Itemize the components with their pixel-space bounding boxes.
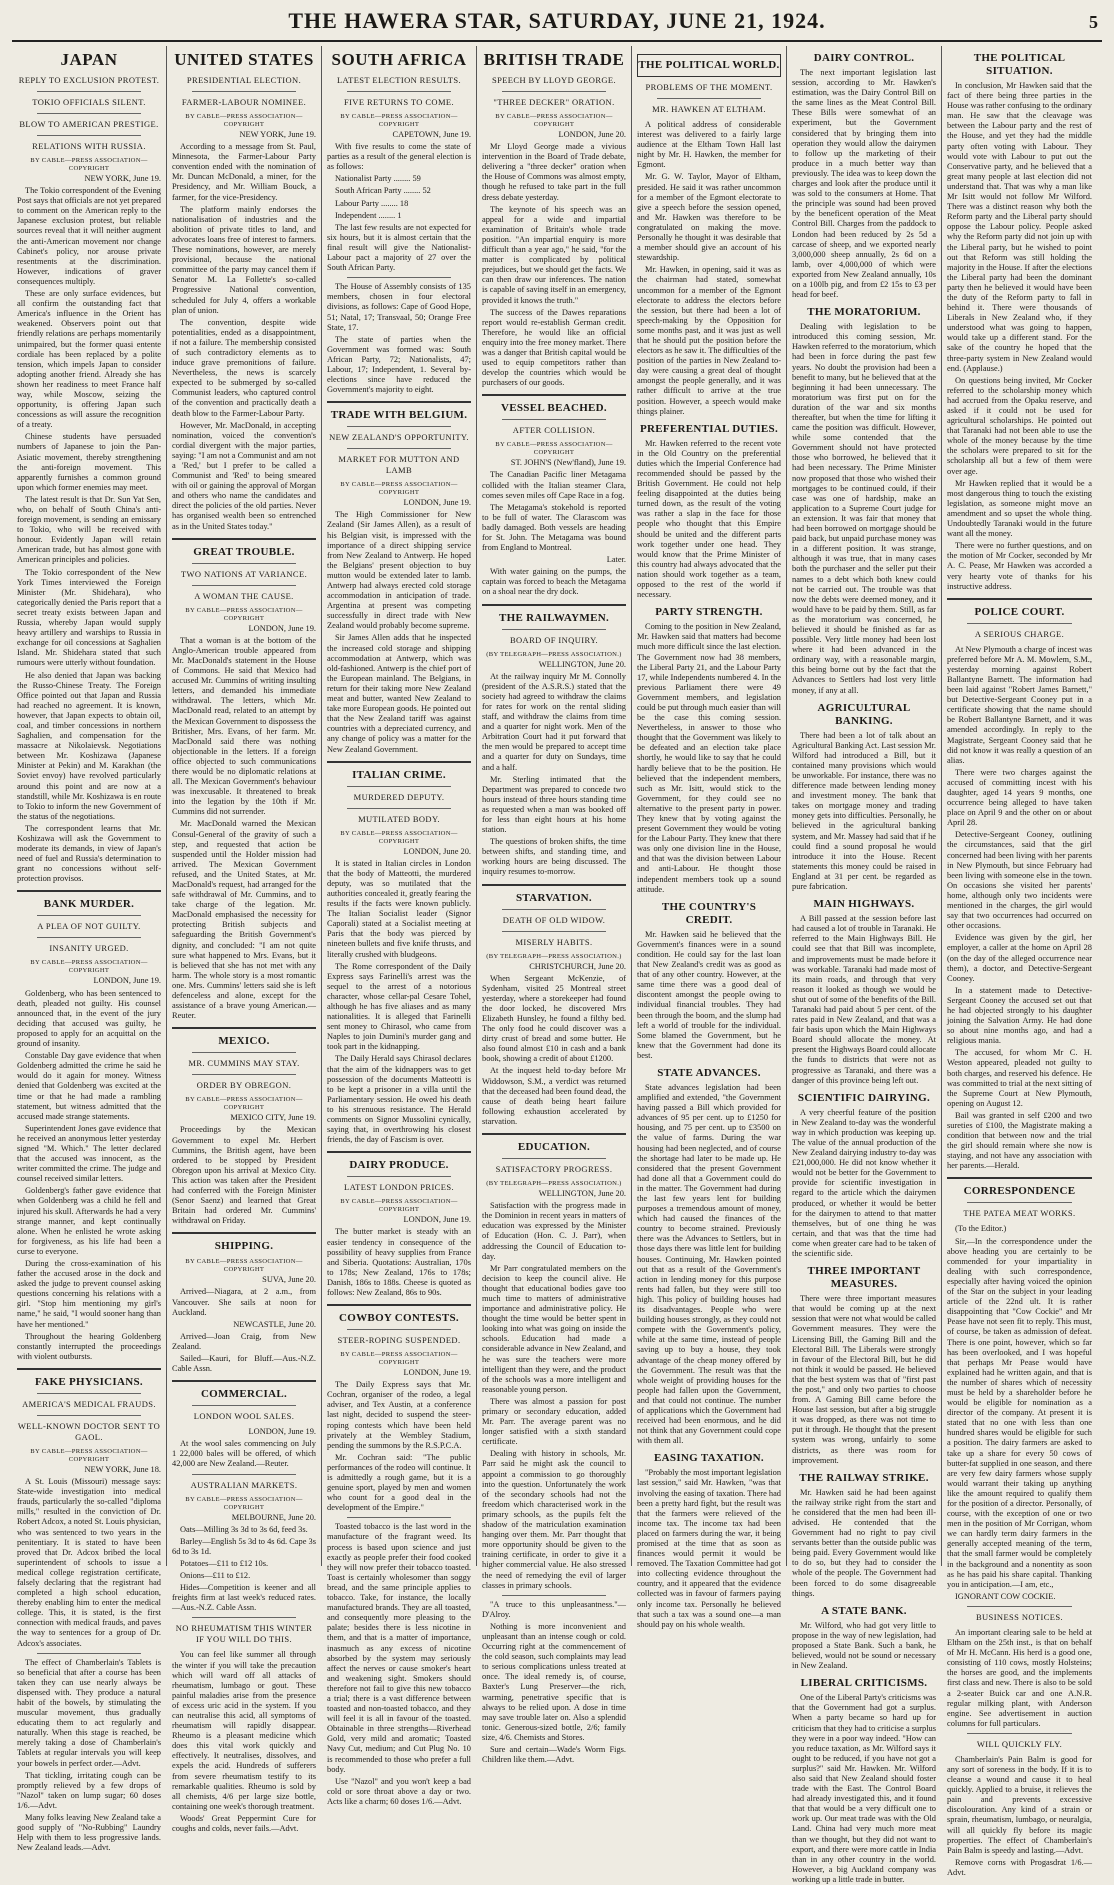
subheading: A SERIOUS CHARGE. [974, 628, 1065, 639]
section-heading: THE RAILWAY STRIKE. [799, 1471, 929, 1484]
subheading: NEW ZEALAND'S OPPORTUNITY. [329, 432, 469, 443]
divider [347, 277, 451, 278]
paragraph: The Daily Herald says Chirasol declares that the aim of the kidnappers was to get possession of the documents Matteotti is to be kept a prisoner in a villa until the Parliamentary session. He owed his death to his strenuous resistance. The Herald comments on Signor Mussolini cynically, saying that, in overthrowing his closest friends, the day of Fascism is over. [327, 1054, 471, 1145]
paragraph: The next important legislation last session, according to Mr. Hawken's estimation, was the Dairy Control Bill on the same lines as the Meat Control Bill. These Bills were somewhat of an experiment, but the Government considered that by bringing them into operation they would allow the dairymen to follow up the marketing of their produce in a much better way than previously. The idea was to keep down the charges and look after the produce until it was sold to the consumers at Home. That the principle was sound had been proved by the beneficent operation of the Meat Control Bill. Charges from the paddock to London had been reduced by 2s 5d a carcase of sheep, and we exported nearly 3,000,000 sheep annually, 2s 6d on a lamb, over 4,000,000 of which were exported from New Zealand annually, 10s on a 100lb pig, and from £2 15s to £3 per head for beef. [792, 68, 936, 300]
paragraph: Independent ........ 1 [335, 210, 402, 220]
divider [347, 91, 451, 92]
section-heading: ITALIAN CRIME. [352, 768, 446, 781]
section-heading: SHIPPING. [214, 1240, 274, 1253]
divider [37, 1393, 141, 1394]
paragraph: Mr. Hawken said he believed that the Government's finances were in a sound condition. He could say for the last loan that New Zealand's credit was as good as that of any other country. However, at the same time there was a good deal of discontent amongst the people owing to individual financial troubles. They had been through the boom, and the slump had left a world of trouble for the individual. Some blamed the Government, but he knew that the Government had done its best. [637, 929, 781, 1060]
paragraph: The latest result is that Dr. Sun Yat Sen, who, on behalf of South China's anti-foreign movement, is sending an emissary to Tokio, who will be received with honour. Evidently Japan will retain American trade, but has almost gone with American principles and policies. [17, 494, 161, 565]
paragraph: One of the Liberal Party's criticisms was that the Government had got a surplus. When a party became so hard up for criticism that they had to criticise a surplus they were in a poor way indeed. "How can you reduce taxation, as Mr. Wilford says it ought to be reduced, if you have not got a surplus?" said Mr. Hawken. Mr. Wilford also said that New Zealand should foster trade with the East. The Control Board had already investigated this, and it found that that would be a very difficult one to work up. Our meat trade was with the Old Land. China had very much more meat than we thought, but they did not want to export, and there were more cattle in India than in any other country in the world. However, a big Auckland company was working up a little trade in butter. [792, 1693, 936, 1884]
divider [192, 1052, 296, 1053]
subheading: MURDERED DEPUTY. [353, 791, 445, 802]
paragraph: However, Mr. MacDonald, in accepting nomination, voiced the convention's cordial divergent with the major parties, saying: "I am not a Communist and am not a 'Red,' but I prefer to be called a Communist and 'Red' to being smeared with oil or gaining the approval of Morgan and others who name the candidates and direct the policies of the old parties. Never has organised wealth been so entrenched as in the United States today." [172, 420, 316, 531]
divider [37, 915, 141, 916]
paragraph: That tickling, irritating cough can be promptly relieved by a few drops of "Nazol" taken on lump sugar; 60 doses 1/6.—Advt. [17, 1770, 161, 1810]
subheading: "THREE DECKER" ORATION. [493, 97, 615, 107]
dateline: CHRISTCHURCH, June 20. [529, 961, 626, 971]
section-heading: TRADE WITH BELGIUM. [330, 409, 468, 422]
subheading: MUTILATED BODY. [358, 813, 440, 824]
paragraph: Mr. G. W. Taylor, Mayor of Eltham, presided. He said it was rather uncommon for a member of the Egmont electorate to give a speech before the session opened, and Mr. Hawken was therefore to be congratulated on making the move. Personally he thought it was desirable that a member should give an account of his stewardship. [637, 172, 781, 263]
divider [967, 1202, 1072, 1203]
paragraph: At the railway inquiry Mr M. Connolly (president of the A.S.R.S.) stated that the society had agreed to withdraw the claims for rates for work on the rental sliding staff, and withdraw the claims from time and a quarter for night work. Men of the Arbitration Court had it put forward that the men would be prepared to accept time and a quarter for duty on Sundays, time and a half. [482, 671, 626, 772]
dateline: LONDON, June 19. [248, 1427, 316, 1437]
paragraph: A political address of considerable interest was delivered to a fairly large audience at the Eltham Town Hall last night by Mr. H. Hawken, the member for Egmont. [637, 120, 781, 170]
paragraph: These are only surface evidences, but all confirm the outstanding fact that America's influence in the Orient has weakened. Observers point out that friendly relations are perhaps momentarily unimpaired, but the former quasi entente cordiale has been replaced by a polite tension, which impels Japan to consider adopting another friend. Already she has shown her readiness to meet France half way, while Moscow, seizing the opportunity, is offering Japan such concessions as will assure the recognition of a treaty. [17, 289, 161, 430]
paragraph: Arrived—Niagara, at 2 a.m., from Vancouver. She sails at noon for Auckland. [172, 1287, 316, 1317]
paragraph: The Tokio correspondent of the Evening Post says that officials are not yet prepared to comment on the American reply to the Japanese exclusion protest, but reliable sources reveal that it will neither augment the anti-American movement nor change Cabinet's policy, nor arouse private resentments at the discrimination. However, indications of graver consequences multiply. [17, 186, 161, 286]
paragraph: "A truce to this unpleasantness."—D'Alroy. [482, 1599, 626, 1619]
column-3 [322, 46, 477, 1806]
dateline: WELLINGTON, June 20. [538, 659, 626, 669]
paragraph: Dealing with legislation to be introduced this coming session, Mr. Hawken referred to the moratorium, which had been in force during the past few years. No doubt the provision had been a benefit to many, but he believed that at the beginning it had been unnecessary. The moratorium was first put on for the duration of the war and six months thereafter, but when the time for lifting it came the position was difficult. However, while some contended that the Government should not have protected those who borrowed, he believed that it had been necessary. The Prime Minister now proposed that those who wished their mortgages to be continued could, if their case was one of hardship, make an application to a Supreme Court judge for an extension. It was fair that money that had been borrowed on mortgage should be paid back, but unpaid purchase money was in a different position. It was strange, although it was true, that in many cases both the purchaser and the seller put their names to a debt which both knew could not be carried out. The trouble was that now the debts were deemed money, and it would have to be paid by them. Still, as far as the moratorium was concerned, he believed it should be finished as far as possible. Very little money had been lost where it had been advanced in the ordinary way, with a reasonable margin, this being borne out by the fact that the Advances to Settlers had lost very little money, if any at all. [792, 322, 936, 695]
subheading: A PLEA OF NOT GUILTY. [37, 921, 141, 932]
paragraph: Coming to the position in New Zealand, Mr. Hawken said that matters had become much more difficult since the last election. The Government now had 38 members, the Liberal Party 21, and the Labour Party 17, while Independents numbered 4. In the previous Parliament there were 49 Government members, and legislation could be put through much easier than will be the case this coming session. Nevertheless, in answer to those who thought that the Government was likely to be defeated and an election take place shortly, he would like to say that he could hardly believe that to be the position. He believed that the independent members, such as Mr. Isitt, would stick to the Government, for they could see no alternative to the present party in power. They knew that by voting against the present Government they would be voting for the Labour Party. They knew that there was only one division line in the House, and that was the division between Labour and anti-Labour. He thought those independent members took up a sound attitude. [637, 622, 781, 894]
paragraph: According to a message from St. Paul, Minnesota, the Farmer-Labour Party convention ended with the nomination of Mr. Duncan McDonald, a miner, for the Presidency, and Mr. William Bouck, a farmer, for the vice-Presidency. [172, 142, 316, 202]
paragraph: An important clearing sale to be held at Eltham on the 25th inst., is that on behalf of Mr H. McCann. His herd is a good one, consisting of 110 cows, mostly Holsteins; the horses are good, and the implements first class and new. There is also to be sold a 2-seater Buick car and one A.N.R. regular milking plant, with Anderson engine. See advertisement in auction columns for full particulars. [947, 1627, 1092, 1728]
article-separator [482, 604, 626, 606]
paragraph: The questions of broken shifts, the time between shifts, and standing time, and working hours are being discussed. The inquiry resumes to-morrow. [482, 837, 626, 877]
paragraph: At New Plymouth a charge of incest was preferred before Mr A. M. Mowlem, S.M., yesterday morning against Robert Ballantyne Barnett. The information had been laid against "Robert James Barnett," but Detective-Sergeant Cooney put in a certificate showing that the name should be Robert Ballantyne Barnett, and it was amended accordingly. In reply to the Magistrate, Sergeant Cooney said that he did not know it was really a question of an alias. [947, 644, 1092, 765]
paragraph: You can feel like summer all through the winter if you will take the precaution which will ward off all attacks of rheumatism, lumbago or gout. These painful maladies arise from the presence of excess uric acid in the system. If you can neutralise this acid, all symptoms of rheumatism will rapidly disappear. Rheumo is a pleasant medicine which does this vital work quickly and effectively. It neutralises, dissolves, and expels the acid. Hundreds of sufferers from severe rheumatism testify to its remarkable qualities. Rheumo is sold by all chemists, 4/6 per large size bottle, containing one week's thorough treatment. [172, 1650, 316, 1811]
divider [502, 629, 606, 630]
paragraph: It is stated in Italian circles in London that the body of Matteotti, the murdered deputy, was so mutilated that the authorities concealed it, greatly fearing the results if the facts were known publicly. The Italian Socialist leader (Signor Caporali) stated at a Socialist meeting at Paris that the body was pierced by nineteen bullets and five knife thrusts, and literally crushed with bludgeons. [327, 858, 471, 959]
divider [657, 98, 761, 99]
subheading: BOARD OF INQUIRY. [509, 634, 599, 645]
dateline: MEXICO CITY, June 19. [230, 1113, 316, 1123]
paragraph: A very cheerful feature of the position in New Zealand to-day was the wonderful way in which production was keeping up. The value of the annual production of the New Zealand dairying industry to-day was £21,000,000. He did not know whether it would not be better for the Government to provide for scientific investigation in regard to the article which the dairymen produced, or whether it would be better for the dairymen to attend to that matter themselves, but of one thing he was certain, and that was that the time had come when greater care had to be taken of the scientific side. [792, 1107, 936, 1259]
subheading: A WOMAN THE CAUSE. [194, 590, 294, 601]
paragraph: There were no further questions, and on the motion of Mr Cocker, seconded by Mr A. C. Pease, Mr Hawken was accorded a very hearty vote of thanks for his instructive address. [947, 541, 1092, 591]
paragraph: On questions being invited, Mr Cocker referred to the scholarship money which had accrued from the Opaku reserve, and asked if it could not be used for agricultural scholarships. He pointed out that Taranaki had not been able to use the whole of the money because by the time the scholars were prepared to sit for the scholarship all but a few of them were over age. [947, 375, 1092, 476]
subheading: THE PATEA MEAT WORKS. [963, 1208, 1076, 1219]
masthead [12, 8, 1102, 42]
paragraph: There was almost a passion for post primary or secondary education, added Mr. Parr. The average parent was no longer satisfied with a sixth standard certificate. [482, 1396, 626, 1447]
paragraph: Nationalist Party ........ 59 [335, 174, 421, 184]
paragraph: When Sergeant McKenzie, of Sydenham, visited 25 Montreal street yesterday, where a storekeeper had found the door locked, he discovered Mrs Elizabeth Hunsley, he found a filthy bed. The only food he could discover was a dirty crust of bread and some butter. He also found almost £10 in cash and a bank book, showing a credit of about £1200. [482, 973, 626, 1064]
section-heading: POLICE COURT. [974, 605, 1065, 618]
section-heading: PREFERENTIAL DUTIES. [639, 422, 779, 435]
cable-source: BY CABLE—PRESS ASSOCIATION—COPYRIGHT [495, 113, 613, 128]
subheading: TWO NATIONS AT VARIANCE. [180, 568, 308, 579]
paragraph: Onions—£11 to £12. [180, 1571, 251, 1581]
section-heading: MEXICO. [218, 1035, 270, 1048]
paragraph: Sailed—Kauri, for Bluff.—Aus.-N.Z. Cable Assn. [172, 1354, 316, 1374]
cable-source: BY CABLE—PRESS ASSOCIATION—COPYRIGHT [185, 1258, 303, 1274]
divider [502, 1595, 606, 1596]
divider [347, 1176, 451, 1177]
subheading: WELL-KNOWN DOCTOR SENT TO GAOL. [17, 1420, 161, 1442]
headline: JAPAN [60, 50, 118, 69]
paragraph: The Tokio correspondent of the New York Times interviewed the Foreign Minister (Mr. Shidehara), who categorically denied the Paris report that a secret treaty exists between Japan and Russia, whereby Japan would supply heavy artillery and warships to Russia in exchange for oil concessions at Saghalien Island. Mr. Shidehara stated that such rumours were utterly without foundation. [17, 567, 161, 668]
paragraph: Potatoes—£11 to £12 10s. [180, 1558, 269, 1568]
paragraph: (To the Editor.) [955, 1224, 1007, 1234]
divider [37, 135, 141, 136]
paragraph: Woods' Great Peppermint Cure for coughs and colds, never fails.—Advt. [172, 1813, 316, 1833]
subheading: SATISFACTORY PROGRESS. [495, 1164, 613, 1175]
subheading: MARKET FOR MUTTON AND LAMB [338, 454, 460, 476]
section-heading: SCIENTIFIC DAIRYING. [797, 1091, 931, 1104]
cable-source: BY CABLE—PRESS ASSOCIATION—COPYRIGHT [495, 441, 613, 457]
paragraph: That a woman is at the bottom of the Anglo-American trouble appeared from Mr. MacDonald's statement in the House of Commons. He said that Mexico had accused Mr. Cummins of writing insulting letters, and demanded his immediate withdrawal. The letters, which Mr. MacDonald read, related to an attempt by the Mexican Government to dispossess the Britisher, Mrs. Evans, of her farm. Mr. MacDonald said there was nothing objectionable in the letters. If a foreign office objected to such communications there would be no diplomatic relations at all. The Mexican Government's behaviour was inexcusable. It threatened to break into the legation by the 10th if Mr. Cummins did not surrender. [172, 635, 316, 817]
subheading: AUSTRALIAN MARKETS. [190, 1479, 298, 1490]
section-heading: STATE ADVANCES. [657, 1066, 761, 1079]
subheading: ORDER BY OBREGON. [196, 1080, 292, 1091]
subheading: MR. HAWKEN AT ELTHAM. [652, 104, 766, 114]
paragraph: The House of Assembly consists of 135 members, chosen in four electoral divisions, as follows: Cape of Good Hope, 51; Natal, 17; Transvaal, 50; Orange Free State, 17. [327, 282, 471, 332]
section-heading: VESSEL BEACHED. [501, 402, 607, 415]
paragraph: Mr. Sterling intimated that the Department was prepared to concede two hours instead of three hours standing time as requested when a man was booked off for less than eight hours at his home station. [482, 774, 626, 835]
paragraph: Chinese students have persuaded numbers of Japanese to join the Pan-Asiatic movement, thereby strengthening the anti-foreign movement. This apparently furnishes a common ground upon which former enemies may meet. [17, 432, 161, 492]
paragraph: The correspondent learns that Mr. Koshizawa will ask the Government to moderate its demands, in view of Japan's need of fuel and Russia's determination to grant no concessions without self-protection provisos. [17, 823, 161, 884]
paragraph: The High Commissioner for New Zealand (Sir James Allen), as a result of his Belgian visit, is impressed with the importance of a direct shipping service from New Zealand to Antwerp. He hoped the Belgians' present objection to buy mutton would be extended later to lamb. Antwerp had always erected cold storage accommodation in anticipation of trade. Argentina at present was competing successfully in direct trade with New Zealand would probably become supreme. [327, 510, 471, 631]
article-separator [947, 598, 1092, 600]
cable-source: (BY TELEGRAPH—PRESS ASSOCIATION.) [486, 1180, 622, 1188]
subheading: LATEST LONDON PRICES. [343, 1182, 454, 1193]
section-heading: MAIN HIGHWAYS. [813, 898, 915, 911]
paragraph: Hides—Competition is keener and all freights firm at last week's reduced rates.—Aus.-N.Z. Cable Assn. [172, 1583, 316, 1613]
subheading: DEATH OF OLD WIDOW. [502, 914, 606, 925]
divider [37, 113, 141, 114]
dateline: LONDON, June 20. [558, 130, 626, 139]
paragraph: Oats—Milling 3s 3d to 3s 6d, feed 3s. [180, 1524, 308, 1534]
divider [502, 419, 606, 420]
paragraph: IGNORANT COW COCKIE. [955, 1591, 1056, 1601]
column-5 [632, 46, 787, 1629]
article-separator [482, 1133, 626, 1135]
paragraph: In conclusion, Mr Hawken said that the fact of there being three parties in the House was rather confusing to the ordinary man. He saw that the cleavage was between the Labour party and the rest of the House, and yet they had the middle party often voting with Labour. They would vote with Labour to put out the Conservative party, and he believed that a great many people at last election did not understand that. That was why a man like Mr Isitt would not follow Mr Wilford. There was a distinct reason why both the Reform party and the Liberal party should oppose the Labour policy. People asked why the Reform party did not join up with the Liberal party, but he wished to point out that Reform was still holding the majority in the House. If after the elections the Liberal party had been the dominant party then he believed it would have been the duty of the Reform party to fall in behind it. There were thousands of Liberals in New Zealand who, if they understood what was going to happen, would take up a different stand. For the sake of the country he hoped that the three-party system in New Zealand would end. (Applause.) [947, 81, 1092, 373]
section-heading: COWBOY CONTESTS. [339, 1312, 459, 1325]
paragraph: The last few results are not expected for six hours, but it is almost certain that the final result will give the Nationalist-Labour pact a majority of 27 over the South African Party. [327, 222, 471, 273]
divider [502, 1158, 606, 1159]
paper-title: THE HAWERA STAR, SATURDAY, JUNE 21, 1924. [288, 8, 826, 33]
column-6 [787, 46, 942, 1884]
dateline: ST. JOHN'S (New'fland), June 19. [510, 458, 626, 468]
section-heading: STARVATION. [516, 891, 592, 904]
section-heading: DAIRY CONTROL. [813, 52, 915, 64]
article-separator [327, 1304, 471, 1306]
cable-source: (BY TELEGRAPH—PRESS ASSOCIATION.) [486, 952, 622, 960]
section-heading: CORRESPONDENCE [963, 1185, 1076, 1198]
dateline: NEW YORK, June 18. [84, 1464, 161, 1474]
subheading: AFTER COLLISION. [512, 425, 596, 436]
paragraph: Toasted tobacco is the last word in the manufacture of the fragrant weed. Its process is based upon science and just exactly as people prefer their food cooked they will now prefer their tobacco toasted. Toast is certainly wholesomer than soggy bread, and the same principle applies to tobacco. Take, for instance, the locally manufactured brands. They are all toasted, and consequently more pleasing to the palate; besides there is less nicotine in them, and that is a matter of importance, inasmuch as any excess of nicotine absorbed by the system may seriously affect the nerves or cause smoker's heart and weakening sight. Smokers should therefore not fail to give this new tobacco a trial; there is a vast difference between toasted and non-toasted tobacco, and they will feel it is all in favour of the toasted. Obtainable in three strengths—Riverhead Gold, very mild and aromatic; Toasted Navy Cut, medium; and Cut Plug No. 10 is recommended to those who prefer a full body. [327, 1522, 471, 1774]
paragraph: Chamberlain's Pain Balm is good for any sort of soreness in the body. If it is to cleanse a wound and cause it to heal quickly. Applied to a bruise, it relieves the pain and prevents excessive discolouration. Any kind of a strain or sprain, rheumatism, lumbago, or neuralgia, will all quickly fly before its magic properties. The effect of Chamberlain's Pain Balm is speedy and lasting.—Advt. [947, 1754, 1092, 1855]
article-separator [947, 1177, 1092, 1179]
paragraph: At the inquest held to-day before Mr Widdowson, S.M., a verdict was returned that the deceased had been found dead, the cause of death being heart failure following exhaustion accelerated by starvation. [482, 1066, 626, 1126]
divider [192, 91, 296, 92]
article-separator [172, 1380, 316, 1382]
article-separator [172, 1232, 316, 1234]
subheading: LATEST ELECTION RESULTS. [336, 75, 462, 85]
paragraph: Sure and certain—Wade's Worm Figs. Children like them.—Advt. [482, 1745, 626, 1765]
cable-source: BY CABLE—PRESS ASSOCIATION—COPYRIGHT [30, 157, 148, 172]
section-heading: FAKE PHYSICIANS. [35, 1375, 143, 1388]
section-heading: BANK MURDER. [43, 898, 135, 911]
paragraph: Goldenberg, who has been sentenced to death, pleaded not guilty. His counsel announced that, in the event of the jury deciding that accused was guilty, he proposed to apply for an acquittal on the ground of insanity. [17, 988, 161, 1049]
subheading: RELATIONS WITH RUSSIA. [32, 141, 146, 151]
paragraph: Mr Hawken replied that it would be a most dangerous thing to touch the existing legislation, as someone might move an amendment and so upset the whole thing. Undoubtedly Taranaki would in the future want all the money. [947, 478, 1092, 539]
paragraph: Dealing with history in schools, Mr. Parr said he might ask the council to appoint a commission to go thoroughly into the question. Unfortunately the work of the secondary schools had not the freedom which characterised work in the primary schools, as the pupils felt the shadow of the matriculation examination hanging over them. Mr. Parr thought that more opportunity should be given to the training certificate, in order to give it a higher commercial value. He also stressed the need of remedying the evil of larger classes in primary schools. [482, 1449, 626, 1590]
divider [347, 1517, 451, 1518]
dateline: WELLINGTON, June 20. [538, 1189, 626, 1199]
subheading: BLOW TO AMERICAN PRESTIGE. [19, 119, 159, 129]
divider [347, 426, 451, 427]
dateline: LONDON, June 19. [403, 1215, 471, 1225]
divider [502, 91, 606, 92]
paragraph: Mr. Wilford, who had got very little to propose in the way of new legislation, had proposed a State Bank. Such a bank, he believed, would not be sound or necessary in New Zealand. [792, 1620, 936, 1671]
subheading: AMERICA'S MEDICAL FRAUDS. [22, 1398, 156, 1409]
paragraph: The Canadian Pacific liner Metagama collided with the Italian steamer Clara, comes seven miles off Cape Race in a fog. [482, 470, 626, 500]
subheading: STEER-ROPING SUSPENDED. [337, 1335, 461, 1346]
headline: SOUTH AFRICA [331, 50, 467, 69]
paragraph: Nothing is more inconvenient and unpleasant than an intense cough or cold. Occurring right at the commencement of the cold season, such complaints may lead to serious complications unless treated at once. The ideal remedy is, of course, Baxter's Lung Preserver—the rich, warming, penetrative specific that is always to be relied upon. A dose in time may save trouble later on. Also a splendid tonic. Generous-sized bottle, 2/6; family size, 4/6. Chemists and Stores. [482, 1621, 626, 1742]
paragraph: Mr. Hawken, in opening, said it was as the chairman had stated, somewhat uncommon for a member of the Egmont electorate to address the electors before the session, but there had been a lot of speech-making by the Opposition for some months past, and it was just as well that he should put the position before the electors as he saw it. The difficulties of the position of the parties in New Zealand to-day were causing a great deal of thought amongst the people generally, and it was rather difficult to arrive at the true position. However, a speech would make things plainer. [637, 265, 781, 416]
paragraph: Evidence was given by the girl, her employer, a caller at the home on April 28 (on the day of the alleged occurrence near them), a doctor, and Detective-Sergeant Cooney. [947, 933, 1092, 983]
dateline: Later. [606, 555, 626, 565]
paragraph: Remove corns with Progasdrat 1/6.—Advt. [947, 1857, 1092, 1877]
section-heading: THE RAILWAYMEN. [498, 611, 610, 624]
subheading: FIVE RETURNS TO COME. [343, 97, 455, 107]
page-number: 5 [1089, 12, 1098, 32]
divider [967, 1733, 1072, 1734]
column-2 [167, 46, 322, 1833]
section-heading: PARTY STRENGTH. [655, 606, 763, 619]
cable-source: BY CABLE—PRESS ASSOCIATION—COPYRIGHT [340, 1351, 458, 1367]
paragraph: He also denied that Japan was backing the Russo-Chinese Treaty. The Foreign Office pointed out that Japan and Russia had reached no agreement. It is known, however, that Japan expects to obtain oil, coal, and timber concessions in northern Saghalien, and compensation for the massacre at Nikolaievsk. Negotiations between Mr. Koshizawa (Japanese Minister at Pekin) and M. Karakhan (the Soviet envoy) have revolved particularly around this point and are now at a standstill, while Mr. Koshizawa is en route to Tokio to inform the new Government of the status of the negotiations. [17, 670, 161, 821]
paragraph: The platform mainly endorses the nationalisation of industries and the abolition of private titles to land, and advocates loans free of interest to farmers. These nominations, however, are merely provisional, because the national committee of the party may cancel them if Senator M. La Follette's so-called Progressive National convention, scheduled for July 4, offers a workable plan of union. [172, 204, 316, 315]
paragraph: The keynote of his speech was an appeal for a wide and impartial examination of Britain's whole trade position. "An impartial enquiry is more difficult than a year ago," he said, "for the matter is complicated by political prejudices, but we should get the facts. We can then draw our inferences. The nation is capable of saving itself in an emergency, provided it knows the truth." [482, 204, 626, 305]
paragraph: Throughout the hearing Goldenberg constantly interrupted the proceedings with violent outbursts. [17, 1331, 161, 1361]
subheading: PROBLEMS OF THE MOMENT. [645, 82, 773, 92]
paragraph: Proceedings by the Mexican Government to expel Mr. Herbert Cummins, the British agent, have been ordered to be stopped by President Obregon upon his arrival at Mexico City. This action was taken after the President had conferred with the Foreign Minister (Senor Saenz) and learned that Great Britain had ordered Mr. Cummins' withdrawal on Friday. [172, 1125, 316, 1226]
paragraph: Detective-Sergeant Cooney, outlining the circumstances, said that the girl concerned had been living with her parents in New Plymouth, but since February had been living with someone else in the town. On occasions she visited her parents' home, although only two incidents were mentioned in the charges, the girl would say that two occurrences had occurred on other occasions. [947, 830, 1092, 931]
cable-source: BY CABLE—PRESS ASSOCIATION—COPYRIGHT [340, 829, 458, 845]
headline: BRITISH TRADE [483, 50, 625, 69]
paragraph: The Rome correspondent of the Daily Express says Farinelli's arrest was the sequel to the arrest of a notorious character, whose cellar-pal Cesare Tohel, although he has five aliases and as many nationalities. It is alleged that Farinelli sent money to Chirasol, who came from Naples to join Dumini's murder gang and took part in the kidnapping. [327, 961, 471, 1052]
cable-source: BY CABLE—PRESS ASSOCIATION—COPYRIGHT [30, 1447, 148, 1463]
dateline: LONDON, June 20. [403, 846, 471, 856]
article-separator [172, 538, 316, 540]
paragraph: At the wool sales commencing on July 1 22,000 bales will be offered, of which 42,000 are New Zealand.—Reuter. [172, 1439, 316, 1469]
paragraph: There had been a lot of talk about an Agricultural Banking Act. Last session Mr. Wilford had introduced a Bill, but it contained many provisions which would be unworkable. For instance, there was no difference made between lending money and investment money. The bank that takes on mortgage money and trading money gets into difficulties. Personally, he believed in the agricultural banking system, and Mr. Massey had said that if he could find a sound proposal he would introduce it into the House. Recent statements this money could be raised in England at 31 per cent. be regarded as pure fabrication. [792, 730, 936, 892]
divider [967, 623, 1072, 624]
divider [502, 909, 606, 910]
section-heading: THE POLITICAL SITUATION. [973, 52, 1066, 77]
paragraph: Mr. Hawken said he had been against the railway strike right from the start and he considered that the men had been ill-advised. He contended that the Government had no right to pay civil servants better than the outside public was being paid. Every Government would like to do so, but they had to consider the whole of the people. The Government had been forced to do some disagreeable things. [792, 1487, 936, 1598]
paragraph: The Daily Express says that Mr. Cochran, organiser of the rodeo, a legal adviser, and Tex Austin, at a conference last night, decided to suspend the steer-roping contests which have been held privately at the Wembley Stadium, pending the summons by the R.S.P.C.A. [327, 1380, 471, 1450]
cable-source: BY CABLE—PRESS ASSOCIATION—COPYRIGHT [340, 113, 458, 128]
column-4 [477, 46, 632, 1765]
paragraph: Goldenberg's father gave evidence that when Goldenberg was a child he fell and injured his skull. Afterwards he had a very strange manner, and kept continually alone. When he enlisted he wrote asking for forgiveness, as his life had been a curse to everyone. [17, 1186, 161, 1256]
paragraph: Mr Parr congratulated members on the decision to keep the council alive. He thought that educational bodies gave too much time to matters of administrative importance and administrative policy. He thought the time would be better spent in looking into what was going on inside the schools. Education had made a considerable advance in New Zealand, and he was sure the teachers were more intelligent than they were, and the product of the schools was a more intelligent and reasonable young person. [482, 1263, 626, 1394]
article-separator [327, 401, 471, 403]
divider [192, 585, 296, 586]
article-separator [17, 1368, 161, 1370]
article-separator [327, 761, 471, 763]
paragraph: South African Party ........ 52 [335, 186, 431, 196]
divider [192, 563, 296, 564]
dateline: MELBOURNE, June 20. [231, 1512, 316, 1522]
cable-source: BY CABLE—PRESS ASSOCIATION—COPYRIGHT [30, 959, 148, 975]
divider [37, 937, 141, 938]
paragraph: Sir James Allen adds that he inspected the increased cold storage and shipping accommodation at Antwerp, which was old-fashioned. Antwerp is the chief port of the European mainland. The Belgians, in return for their taking more New Zealand meat and butter, wanted New Zealand to take more European goods. He pointed out that the New Zealand tariff was against countries with a depreciated currency, and any change of policy was a matter for the New Zealand Government. [327, 633, 471, 754]
paragraph: "Probably the most important legislation last session," said Mr. Hawken, "was that involving the easing of taxation. There had been a pretty hard fight, but the result was that the farmers were relieved of the income tax. The income tax had been placed on farmers during the war, it being promised at the time that as soon as finances would permit it would be removed. The Taxation Committee had got into collecting evidence throughout the country, and it appeared that the evidence collected was in favour of farmers paying only income tax. Personally he believed that such a tax was a sound one—a man should pay on his whole wealth. [637, 1468, 782, 1629]
divider [192, 1617, 296, 1618]
subheading: SPEECH BY LLOYD GEORGE. [491, 75, 617, 85]
section-heading: AGRICULTURAL BANKING. [817, 701, 911, 727]
subheading: REPLY TO EXCLUSION PROTEST. [18, 75, 160, 85]
column-1 [12, 46, 167, 1853]
dateline: SUVA, June 20. [262, 1275, 316, 1285]
paragraph: Mr. Cochran said: "The public performances of the rodeo will continue. It is admittedly a rough game, but it is a genuine sport, played by men and women who count for a good deal in the development of the Empire." [327, 1452, 471, 1513]
subheading: FARMER-LABOUR NOMINEE. [181, 97, 307, 107]
subheading: TOKIO OFFICIALS SILENT. [32, 97, 146, 107]
paragraph: Bail was granted in self £200 and two sureties of £100, the Magistrate making a condition that between now and the trial the girl should remain where she now is staying, and not have any association with her parents.—Herald. [947, 1110, 1092, 1171]
divider [502, 931, 606, 932]
paragraph: State advances legislation had been amplified and extended, "the Government having passed a Bill which provided for advances of 95 per cent. up to £1250 for housing, and 75 per cent. up to £3500 on the value of farms. During the war housing had been neglected, and of course the shortage had later to be made up. He considered that the present Government had done all that a Government could do in the matter. The Government had during the last few years lent for building purposes a tremendous amount of money, which had caused the finances of the country to become strained. Previously there was the Advances to Settlers, but in those days there was little lent for building houses. Continuing, Mr. Hawken pointed out that as a result of the Government's action in lending money for this purpose rents had fallen, but they were still too high. This policy of building houses had its disadvantages. People who were building houses strongly, as they could not compete with the Government's policy, while at the same time, instead of people saving up to buy a house, they took advantage of the cheap money offered by the Government. The result was that the whole weight of providing houses for the people had fallen upon the Government, and that could not continue. The number of applications which the Government had received had been enormous, and he did not think that any Government could cope with them all. [637, 1082, 781, 1446]
paragraph: Barley—English 5s 3d to 4s 6d. Cape 3s 6d to 3s 1d. [172, 1536, 316, 1556]
paragraph: The effect of Chamberlain's Tablets is so beneficial that after a course has been taken they can use nearly always be dispensed with. They produce a natural habit of the bowels, by stimulating the muscular movement, thus gradually educating them to act regularly and naturally. When this stage is reached, be merely taking a dose of Chamberlain's Tablets at regular intervals you will keep your bowels in perfect order.—Advt. [17, 1657, 161, 1768]
paragraph: Sir,—In the correspondence under the above heading you are certainly to be commended for your impartiality in dealing with such correspondence, especially after having voiced the opinion of the Star on the subject in your leading article of the 22nd ult. It is rather disappointing that "Cow Cockie" and Mr Pease have not seen fit to reply. This must, of course, be taken as admission of defeat. There is one point, however, which so far has been overlooked, and I was hopeful that perhaps Mr Pease would have explained had he written again, and that is the number of shares which of necessity must be held by a shareholder before he would be eligible for nomination as a director of the company. At present it is stated that no one with less than one hundred shares would be eligible for such a position. The dairy farmers are asked to take up a share for every 50 cows of butter-fat supplied in one season, and there are very few dairy farmers whose supply would warrant their taking up anything like the amount required to qualify them for the position of a director. Personally, of course, with the exception of one or two men in the position of Mr Corrigan, whom we can hardly term dairy farmers in the generally accepted meaning of the term, that the small farmer would be completely in the background and a nonentity as soon as he has paid his share capital. Thanking you in anticipation.—I am, etc., [947, 1236, 1092, 1589]
dateline: LONDON, June 19. [403, 1368, 471, 1378]
paragraph: Many folks leaving New Zealand take a good supply of "No-Rubbing" Laundry Help with them to less progressive lands. New Zealand leads.—Advt. [17, 1813, 161, 1853]
subheading: WILL QUICKLY FLY. [976, 1738, 1063, 1749]
section-heading: A STATE BANK. [821, 1604, 907, 1617]
dateline: NEW YORK, June 19. [84, 174, 161, 183]
section-heading: THE COUNTRY'S CREDIT. [661, 900, 757, 926]
divider [37, 1415, 141, 1416]
boxed-heading [637, 54, 781, 77]
paragraph: In a statement made to Detective-Sergeant Cooney the accused set out that he had objected strongly to his daughter joining the Salvation Army. He had done so about nine months ago, and had a religious mania. [947, 985, 1092, 1046]
divider [37, 1653, 141, 1654]
cable-source: BY CABLE—PRESS ASSOCIATION—COPYRIGHT [185, 1096, 303, 1112]
paragraph: There were two charges against the accused of committing incest with his daughter, aged 14 years 9 months, one occurrence being alleged to have taken place on April 9 and the other on or about April 28. [947, 767, 1092, 828]
paragraph: Mr. MacDonald warned the Mexican Consul-General of the gravity of such a step, and requested that action be suspended until the Holder mission had arrived. The Mexican Government refused, and the United States, at Mr. MacDonald's request, had arranged for the safe withdrawal of Mr. Cummins, and to take charge of the legation. Mr. MacDonald emphasised the necessity for protecting British subjects and safeguarding the British Government's dignity, and concluded: "I am not quite sure what happened to Mrs. Evans, but it is believed that she has not met with any harm. The whole story is a most romantic one. Mrs. Cummins' letters said she is left defenceless and alone, except for the assistance of a brave young American.—Reuter. [172, 819, 316, 1021]
section-heading: THE POLITICAL WORLD. [638, 59, 780, 71]
dateline: CAPETOWN, June 19. [392, 130, 471, 139]
section-heading: DAIRY PRODUCE. [349, 1159, 449, 1172]
article-separator [327, 1151, 471, 1153]
divider [37, 91, 141, 92]
paragraph: During the cross-examination of his father the accused arose in the dock and asked the judge to prevent counsel asking questions concerning his relations with a girl. "Stop him mentioning my girl's name," he said, "I would sooner hang than have her mentioned." [17, 1259, 161, 1329]
article-separator [17, 890, 161, 892]
section-heading: LIBERAL CRITICISMS. [800, 1677, 928, 1690]
subheading: BUSINESS NOTICES. [975, 1611, 1064, 1622]
divider [347, 786, 451, 787]
subheading: MISERLY HABITS. [515, 936, 593, 947]
section-heading: GREAT TROUBLE. [193, 545, 295, 558]
cable-source: BY CABLE—PRESS ASSOCIATION—COPYRIGHT [185, 606, 303, 622]
cable-source: (BY TELEGRAPH—PRESS ASSOCIATION.) [486, 650, 622, 658]
divider [967, 1606, 1072, 1607]
paragraph: With five results to come the state of parties as a result of the general election is as follows: [327, 142, 471, 172]
paragraph: Arrived—Joan Craig, from New Zealand. [172, 1331, 316, 1351]
section-heading: EASING TAXATION. [654, 1452, 764, 1465]
paragraph: The success of the Dawes reparations report would re-establish German credit. Therefore, he would like an official enquiry into the free money market. There was a danger that British capital would be used to equip competitors rather than develop the countries which would be purchasers of our goods. [482, 307, 626, 388]
headline: UNITED STATES [174, 50, 314, 69]
dateline: LONDON, June 19. [93, 976, 161, 986]
section-heading: EDUCATION. [517, 1141, 591, 1154]
dateline: LONDON, June 19. [403, 498, 471, 508]
paragraph: The butter market is steady with an easier tendency in consequence of the possibility of heavy supplies from France and Siberia. Quotations: Australian, 170s to 178s; New Zealand, 176s to 178s; Danish, 186s to 188s. Cheese is quoted as follows: New Zealand, 86s to 90s. [327, 1227, 471, 1297]
cable-source: BY CABLE—PRESS ASSOCIATION—COPYRIGHT [185, 113, 303, 128]
section-heading: THE MORATORIUM. [807, 306, 921, 319]
paragraph: A Bill passed at the session before last had caused a lot of trouble in Taranaki. He referred to the Main Highways Bill. He could see that that Bill was incomplete, and improvements must be made before it was workable. Taranaki had made most of its main roads, and through that very reason it looked as though we would be shut out of some of the benefits of the Bill. Taranaki had paid about 5 per cent. of the rates paid in New Zealand, and that was a fair basis upon which the Main Highways Board should allocate the money. At present the Highways Board could allocate the funds to districts that were not as progressive as Taranaki, and there was a danger of this province being left out. [792, 914, 936, 1085]
paragraph: Mr Lloyd George made a vivious intervention in the Board of Trade debate, delivering a "three decker" oration when the House of Commons was almost empty, though he refused to take part in the full dress debate yesterday. [482, 142, 626, 202]
paragraph: The accused, for whom Mr C. H. Weston appeared, pleaded not guilty to both charges, and reserved his defence. He was committed to trial at the next sitting of the Supreme Court at New Plymouth, opening on August 12. [947, 1048, 1092, 1108]
paragraph: Mr. Hawken referred to the recent vote in the Old Country on the preferential duties which the Imperial Conference had recommended should be passed by the British Government. He could not help feeling disappointed at the duties being turned down, as the result of the voting was rather a slap in the face for those people who thought that this Empire should be united and the different parts work together under one head. They would know that the Prime Minister of this country had always advocated that the nation should work together as a team, opposed to the rest of the world if necessary. [637, 438, 781, 600]
divider [347, 808, 451, 809]
paragraph: Satisfaction with the progress made in the Dominion in recent years in matters of education was expressed by the Minister of Education (Hon. C. J. Parr), when addressing the Council of Education to-day. [482, 1201, 626, 1261]
subheading: NO RHEUMATISM THIS WINTER IF YOU WILL DO THIS. [175, 1623, 313, 1645]
dateline: NEW YORK, June 19. [239, 130, 316, 139]
article-separator [482, 884, 626, 886]
subheading: PRESIDENTIAL ELECTION. [186, 75, 302, 85]
divider [347, 448, 451, 449]
subheading: LONDON WOOL SALES. [193, 1411, 295, 1422]
paragraph: A St. Louis (Missouri) message says: State-wide investigation into medical frauds, particularly the so-called "diploma mills," resulted in the conviction of Dr. Robert Adcox, a noted St. Louis physician, who was sentenced to two years in the penitentiary. It is stated to have been proved that Dr. Adcox bribed the local superintendent of schools to issue a medical college registration certificate, falsely declaring that the registrant had completed a high school education, thereby enabling him to enter the medical college. This, it is stated, is the first connection with medical frauds, and paves the way to sentences for a group of Dr. Adcox's associates. [17, 1477, 161, 1648]
cable-source: BY CABLE—PRESS ASSOCIATION—COPYRIGHT [340, 481, 458, 497]
section-heading: COMMERCIAL. [200, 1388, 288, 1401]
article-separator [482, 394, 626, 396]
paragraph: The Metagama's stokehold is reported to be full of water. The Clarascom was badly damaged. Both vessels are heading for St. John. The Metagama was bound from England to Montreal. [482, 502, 626, 553]
section-heading: THREE IMPORTANT MEASURES. [807, 1265, 921, 1291]
dateline: LONDON, June 19. [248, 623, 316, 633]
columns [12, 46, 1102, 1884]
paragraph: Use "Nazol" and you won't keep a bad cold or sore throat above a day or two. Acts like a charm; 60 doses 1/6.—Advt. [327, 1776, 471, 1806]
paragraph: With water gaining on the pumps, the captain was forced to beach the Metagama on a shoal near the dry dock. [482, 567, 626, 597]
paragraph: Labour Party ........ 18 [335, 198, 409, 208]
subheading: MR. CUMMINS MAY STAY. [188, 1058, 300, 1069]
paragraph: Constable Day gave evidence that when Goldenberg admitted the crime he said he would do it again for money. Witness denied that Goldenberg was excited at the time or that he had made a rambling statement, but witness admitted that the accused made strange statements. [17, 1051, 161, 1121]
paragraph: Superintendent Jones gave evidence that he received an anonymous letter yesterday signed "M. Which." The letter declared that the accused was innocent, as the writer committed the crime. The judge and counsel received similar letters. [17, 1123, 161, 1184]
subheading: INSANITY URGED. [49, 943, 129, 954]
column-7 [942, 46, 1097, 1877]
divider [192, 1405, 296, 1406]
divider [347, 1329, 451, 1330]
divider [192, 1474, 296, 1475]
paragraph: The state of parties when the Government was formed was: South African Party, 72; Nationalists, 47; Labour, 17; Independent, 1. Several by-elections since have reduced the Government's majority to eight. [327, 334, 471, 395]
paragraph: The convention, despite wide potentialities, ended as a disappointment, if not a failure. The membership consisted of such contradictory elements as to induce grave premonitions of failure. Nevertheless, the news is scarcely expected to be submerged by so-called Communist leaders, who captured control of the convention and practically death a death blow to the Farmer-Labour Party. [172, 317, 316, 418]
cable-source: BY CABLE—PRESS ASSOCIATION—COPYRIGHT [340, 1198, 458, 1214]
dateline: NEWCASTLE, June 20. [233, 1319, 316, 1329]
paragraph: There were three important measures that would be coming up at the next session that were not what would be called Government measures. They were the Licensing Bill, the Gaming Bill and the Electoral Bill. The Liberals were strongly in favour of the Electoral Bill, but he did not think it would be passed. He believed that the best system was that of "first past the post," and only two parties to choose from. A Gaming Bill came before the House last session, but after a big struggle it was dropped, as there was not time to put it through. He thought that the present system was wrong, unfairly to some districts, as there was room for improvement. [792, 1294, 936, 1465]
cable-source: BY CABLE—PRESS ASSOCIATION—COPYRIGHT [185, 1495, 303, 1511]
article-separator [172, 1027, 316, 1029]
divider [192, 1074, 296, 1075]
